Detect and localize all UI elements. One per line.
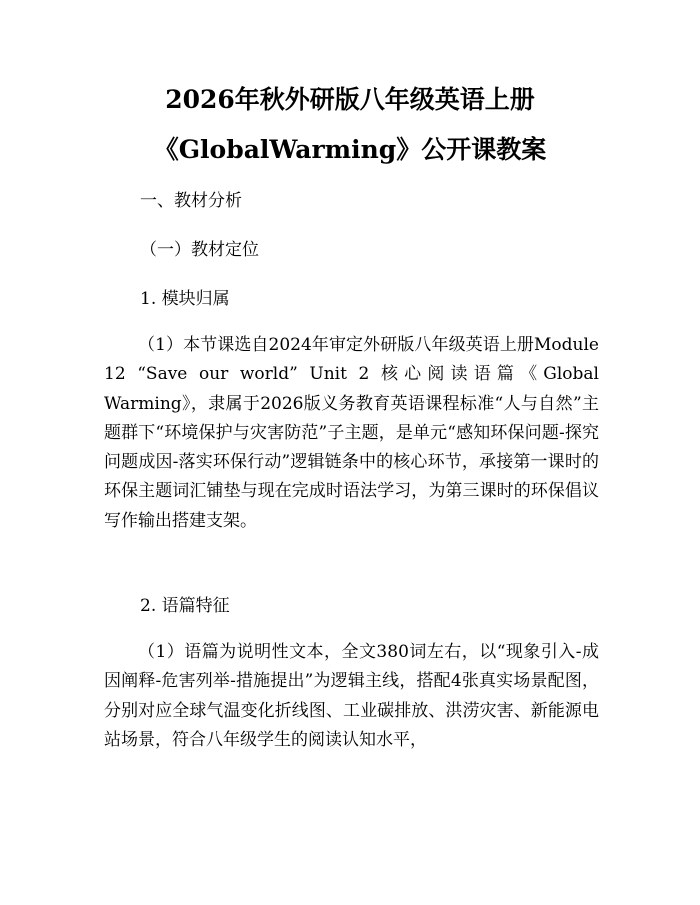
paragraph-module-belonging: （1）本节课选自2024年审定外研版八年级英语上册Module 12 “Save our world” Unit 2 核心阅读语篇《Global Warming》，隶属于2026版义务教育英语课程标准“人与自然”主题群下“环境保护与灾害防范”子主题，是单元“感知环保问题-探究问题成因-落实环保行动”逻辑链条中的核心环节，承接第一课时的环保主题词汇铺垫与现在完成时语法学习，为第三课时的环保倡议写作输出搭建支架。 [104, 335, 599, 531]
paragraph-text-features: （1）语篇为说明性文本，全文380词左右，以“现象引入-成因阐释-危害列举-措施提出”为逻辑主线，搭配4张真实场景配图，分别对应全球气温变化折线图、工业碳排放、洪涝灾害、新能源电站场景，符合八年级学生的阅读认知水平， [104, 642, 599, 750]
item-heading-module-belonging: 1. 模块归属 [140, 289, 230, 309]
document-title-line-1: 2026年秋外研版八年级英语上册 [165, 85, 535, 114]
item-heading-text-features: 2. 语篇特征 [140, 596, 230, 616]
document-title-line-2: 《GlobalWarming》公开课教案 [153, 135, 547, 164]
section-heading-textbook-analysis: 一、教材分析 [140, 191, 242, 211]
subsection-heading-textbook-positioning: （一）教材定位 [140, 240, 259, 260]
